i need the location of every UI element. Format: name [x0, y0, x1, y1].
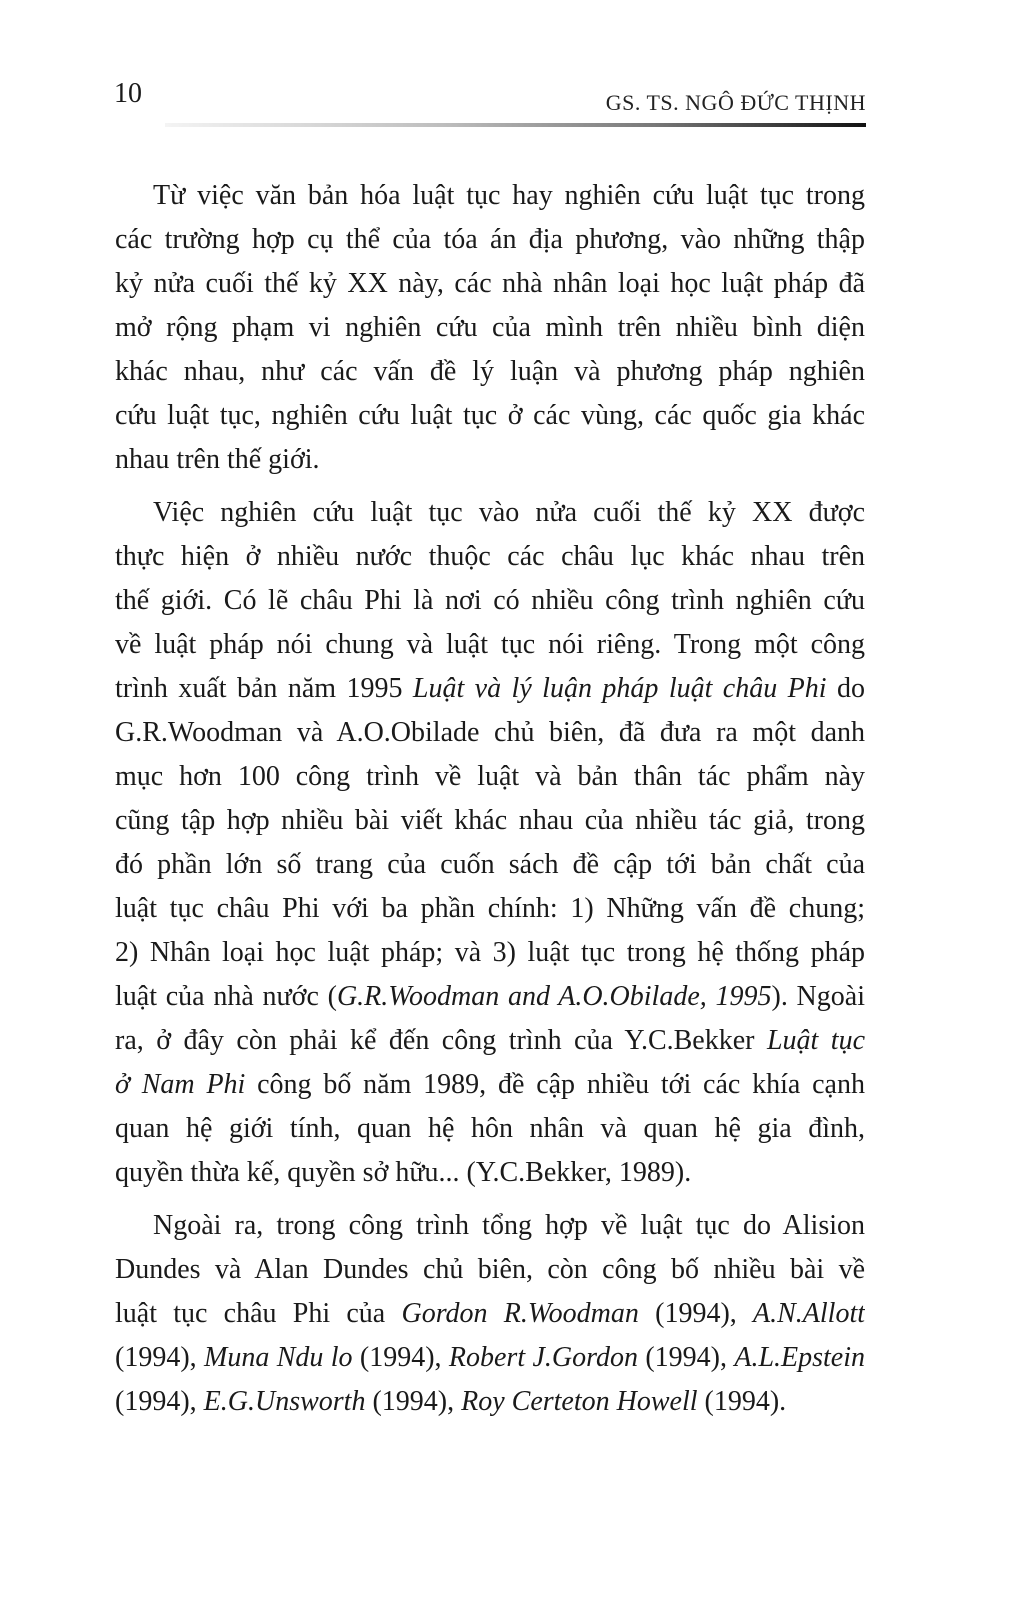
text-line [115, 1063, 865, 1107]
text-run: (1994), [115, 1386, 204, 1417]
text-run: do [826, 673, 865, 704]
text-line [115, 799, 865, 843]
text-run: Từ việc văn bản hóa luật tục hay nghiên cứu luật tục trong [153, 180, 865, 211]
text-line [115, 931, 865, 975]
italic-text: A.L.Epstein [734, 1342, 865, 1373]
italic-text: Muna Ndu lo [204, 1342, 353, 1373]
body-text [115, 174, 865, 1433]
paragraph [115, 1204, 865, 1424]
text-run: kỷ nửa cuối thế kỷ XX này, các nhà nhân loại học luật pháp đã [115, 268, 865, 299]
text-line [115, 755, 865, 799]
text-run: 2) Nhân loại học luật pháp; và 3) luật tục trong hệ thống pháp [115, 937, 865, 968]
text-run: G.R.Woodman và A.O.Obilade chủ biên, đã đưa ra một danh [115, 717, 865, 748]
text-line [115, 887, 865, 931]
text-run: quan hệ giới tính, quan hệ hôn nhân và quan hệ gia đình, [115, 1113, 865, 1144]
running-title: GS. TS. NGÔ ĐỨC THỊNH [605, 90, 866, 115]
text-line [115, 174, 865, 218]
text-run: đó phần lớn số trang của cuốn sách đề cập tới bản chất của [115, 849, 865, 880]
text-line [115, 1292, 865, 1336]
italic-text: G.R.Woodman and A.O.Obilade, 1995 [336, 981, 772, 1012]
text-line [115, 1204, 865, 1248]
text-run: (1994). [697, 1386, 787, 1417]
italic-text: Gordon R.Woodman [401, 1298, 639, 1329]
text-run: mục hơn 100 công trình về luật và bản thân tác phẩm này [115, 761, 865, 792]
text-run: công bố năm 1989, đề cập nhiều tới các khía cạnh [245, 1069, 865, 1100]
text-line [115, 1380, 865, 1424]
italic-text: Luật và lý luận pháp luật châu Phi [412, 673, 827, 704]
text-run: luật tục châu Phi với ba phần chính: 1) Những vấn đề chung; [115, 893, 865, 924]
header-divider [165, 123, 866, 127]
italic-text: A.N.Allott [753, 1298, 865, 1329]
text-run: (1994), [638, 1298, 754, 1329]
text-line [115, 667, 865, 711]
text-run: thực hiện ở nhiều nước thuộc các châu lục khác nhau trên [115, 541, 865, 572]
text-line [115, 1151, 865, 1195]
italic-text: ở Nam Phi [115, 1069, 246, 1100]
text-run: trình xuất bản năm 1995 [115, 673, 413, 704]
paragraph [115, 491, 865, 1195]
page-number: 10 [114, 78, 142, 109]
text-run: cũng tập hợp nhiều bài viết khác nhau của nhiều tác giả, trong [115, 805, 865, 836]
italic-text: Luật tục [766, 1025, 865, 1056]
text-line [115, 1248, 865, 1292]
text-line [115, 262, 865, 306]
text-run: các trường hợp cụ thể của tóa án địa phương, vào những thập [115, 224, 865, 255]
text-run: Dundes và Alan Dundes chủ biên, còn công bố nhiều bài về [115, 1254, 865, 1285]
text-run: nhau trên thế giới. [115, 444, 320, 475]
text-line [115, 350, 865, 394]
text-run: mở rộng phạm vi nghiên cứu của mình trên nhiều bình diện [115, 312, 865, 343]
text-run: (1994), [352, 1342, 449, 1373]
text-line [115, 394, 865, 438]
text-run: khác nhau, như các vấn đề lý luận và phương pháp nghiên [115, 356, 865, 387]
text-line [115, 218, 865, 262]
italic-text: Robert J.Gordon [448, 1342, 638, 1373]
text-run: về luật pháp nói chung và luật tục nói riêng. Trong một công [115, 629, 865, 660]
text-run: ). Ngoài [771, 981, 865, 1012]
italic-text: Roy Certeton Howell [461, 1386, 698, 1417]
text-run: luật của nhà nước ( [115, 981, 337, 1012]
text-run: cứu luật tục, nghiên cứu luật tục ở các vùng, các quốc gia khác [115, 400, 865, 431]
text-line [115, 623, 865, 667]
text-run: Ngoài ra, trong công trình tổng hợp về luật tục do Alision [153, 1210, 865, 1241]
text-line [115, 843, 865, 887]
text-line [115, 535, 865, 579]
text-run: quyền thừa kế, quyền sở hữu... (Y.C.Bekker, 1989). [115, 1157, 692, 1188]
text-line [115, 975, 865, 1019]
text-run: (1994), [115, 1342, 205, 1373]
text-run: (1994), [637, 1342, 735, 1373]
text-line [115, 711, 865, 755]
text-line [115, 579, 865, 623]
text-run: Việc nghiên cứu luật tục vào nửa cuối thế kỷ XX được [153, 497, 865, 528]
italic-text: E.G.Unsworth [203, 1386, 366, 1417]
text-line [115, 1336, 865, 1380]
text-run: thế giới. Có lẽ châu Phi là nơi có nhiều công trình nghiên cứu [115, 585, 865, 616]
text-line [115, 1019, 865, 1063]
text-line [115, 306, 865, 350]
text-line [115, 1107, 865, 1151]
paragraph [115, 174, 865, 482]
text-run: luật tục châu Phi của [115, 1298, 402, 1329]
text-run: (1994), [365, 1386, 462, 1417]
text-run: ra, ở đây còn phải kể đến công trình của Y.C.Bekker [115, 1025, 767, 1056]
text-line [115, 438, 865, 482]
text-line [115, 491, 865, 535]
